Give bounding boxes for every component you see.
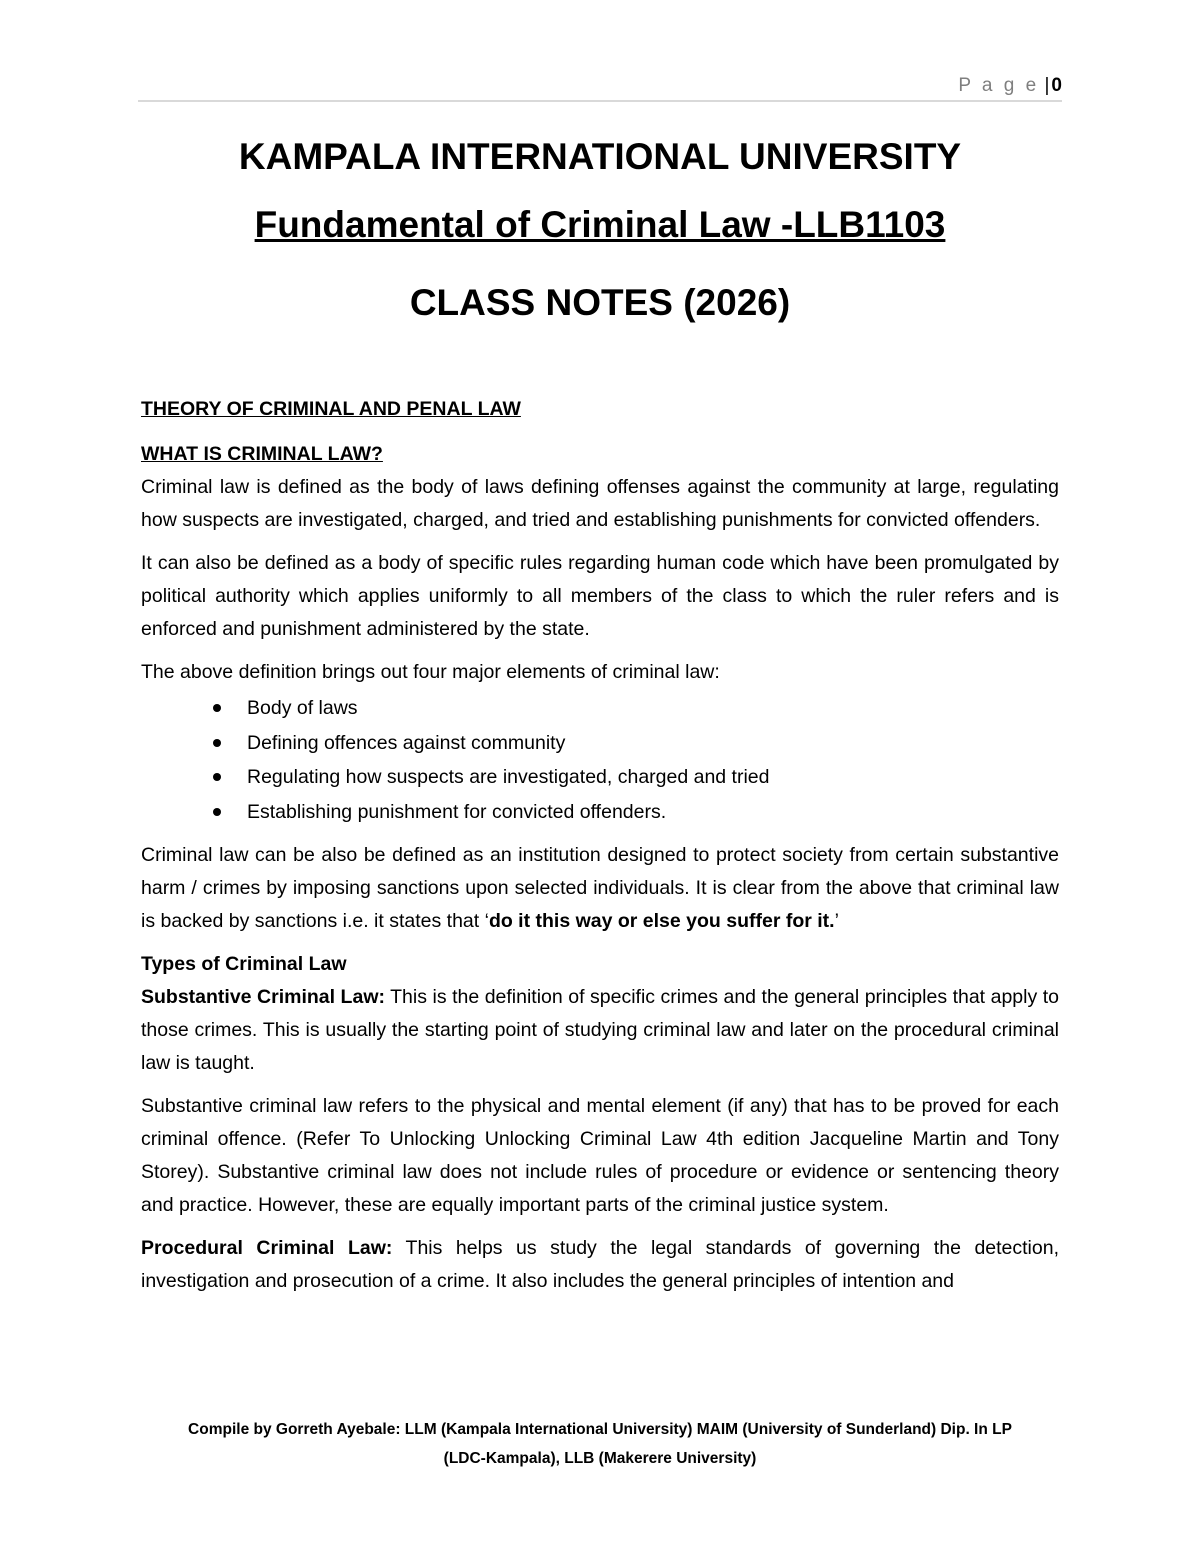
theory-heading: THEORY OF CRIMINAL AND PENAL LAW — [141, 398, 521, 420]
substantive-detail-paragraph: Substantive criminal law refers to the physical and mental element (if any) that has to be proved for each criminal offence. (Refer To Unlocking Unlocking Criminal Law 4th edition Jacqueline Martin and Tony Storey). Substantive criminal law does not include rules of procedure or evidence or sentencing theory and practice. However, these are equally important parts of the criminal justice system. — [141, 1095, 1059, 1216]
list-item — [213, 691, 1059, 726]
procedural-paragraph — [141, 1232, 1059, 1298]
institution-text: Criminal law can be also be defined as an institution designed to protect society from certain substantive harm / crimes by imposing sanctions upon selected individuals. It is clear from the above that criminal law is backed by sanctions i.e. it states that ‘ — [141, 844, 1059, 932]
substantive-paragraph — [141, 981, 1059, 1080]
elements-intro-paragraph: The above definition brings out four major elements of criminal law: — [141, 661, 720, 683]
substantive-text: This is the definition of specific crimes and the general principles that apply to those crimes. This is usually the starting point of studying criminal law and later on the procedural criminal law is taught. — [141, 986, 1059, 1074]
list-item-text: Body of laws — [247, 697, 358, 719]
procedural-label: Procedural Criminal Law: — [141, 1237, 393, 1259]
procedural-text: This helps us study the legal standards of governing the detection, investigation and prosecution of a crime. It also includes the general principles of intention and — [141, 1237, 1059, 1292]
class-notes-title: CLASS NOTES (2026) — [409, 282, 791, 323]
list-item-text: Establishing punishment for convicted offenders. — [247, 800, 667, 823]
page-separator: | — [1044, 75, 1050, 96]
course-title: Fundamental of Criminal Law -LLB1103 — [254, 204, 946, 245]
page-label: P a g e — [958, 75, 1040, 96]
substantive-label: Substantive Criminal Law: — [141, 986, 385, 1008]
footer-line-1: Compile by Gorreth Ayebale: LLM (Kampala International University) MAIM (University of Sunderland) Dip. In LP — [188, 1421, 1012, 1438]
closing-quote: ’ — [834, 910, 839, 932]
list-item — [213, 726, 1059, 761]
alternate-definition-paragraph: It can also be defined as a body of specific rules regarding human code which have been promulgated by political authority which applies uniformly to all members of the class to which the ruler refers and is enforced and punishment administered by the state. — [141, 552, 1059, 640]
elements-list — [141, 691, 1059, 829]
sanction-quote: do it this way or else you suffer for it. — [488, 910, 835, 932]
definition-paragraph: Criminal law is defined as the body of laws defining offenses against the community at large, regulating how suspects are investigated, charged, and tried and establishing punishments for convicted offenders. — [141, 476, 1059, 531]
footer-line-2: (LDC-Kampala), LLB (Makerere University) — [443, 1450, 757, 1467]
document-body — [141, 393, 1059, 1298]
page-header — [138, 72, 1062, 102]
title-block — [138, 132, 1062, 328]
page-number: 0 — [1051, 75, 1062, 96]
university-title: KAMPALA INTERNATIONAL UNIVERSITY — [238, 136, 962, 177]
what-is-criminal-law-heading: WHAT IS CRIMINAL LAW? — [141, 443, 383, 465]
bullet-icon — [213, 739, 221, 747]
institution-paragraph — [141, 839, 1059, 938]
list-item — [213, 795, 1059, 830]
list-item-text: Defining offences against community — [247, 731, 566, 754]
bullet-icon — [213, 808, 221, 816]
list-item-text: Regulating how suspects are investigated, charged and tried — [247, 766, 770, 788]
types-heading: Types of Criminal Law — [141, 953, 347, 975]
page-footer — [138, 1415, 1062, 1473]
bullet-icon — [213, 773, 221, 781]
list-item — [213, 760, 1059, 795]
bullet-icon — [213, 704, 221, 712]
